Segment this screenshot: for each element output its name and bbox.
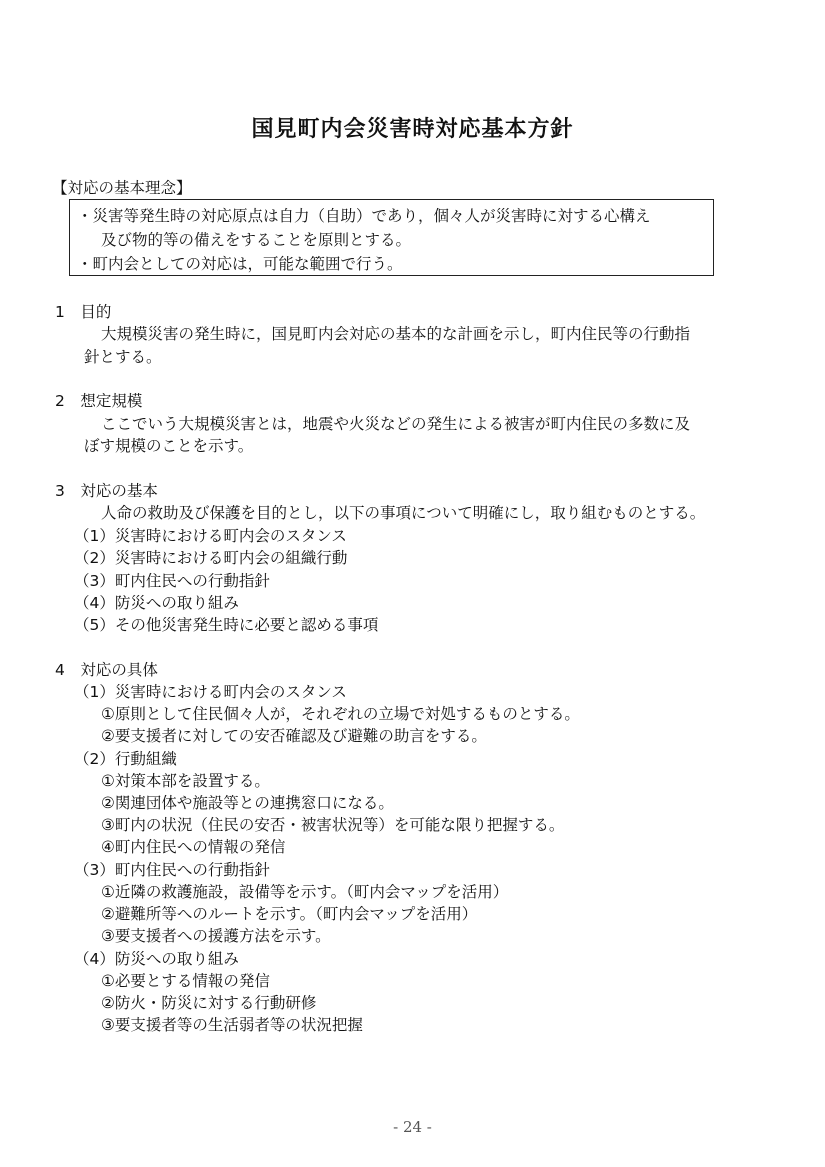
section-body: 人命の救助及び保護を目的とし，以下の事項について明確にし，取り組むものとする。	[101, 504, 706, 522]
list-item: （4）防災への取り組み	[74, 594, 239, 612]
list-item: ①対策本部を設置する。	[101, 772, 270, 790]
principle-line: 及び物的等の備えをすることを原則とする。	[101, 231, 412, 249]
list-item: （2）災害時における町内会の組織行動	[74, 549, 348, 567]
list-item: ①原則として住民個々人が，それぞれの立場で対処するものとする。	[101, 705, 580, 723]
section-body: 針とする。	[84, 348, 162, 366]
list-item: ③町内の状況（住民の安否・被害状況等）を可能な限り把握する。	[101, 816, 565, 834]
principle-line: ・災害等発生時の対応原点は自力（自助）であり，個々人が災害時に対する心構え	[77, 207, 651, 225]
list-item: ④町内住民への情報の発信	[101, 838, 286, 856]
list-item: ②要支援者に対しての安否確認及び避難の助言をする。	[101, 727, 487, 745]
group-label: （3）町内住民への行動指針	[74, 861, 270, 879]
page-number: - 24 -	[393, 1118, 432, 1136]
group-label: （4）防災への取り組み	[74, 950, 239, 968]
list-item: ②防火・防災に対する行動研修	[101, 994, 317, 1012]
section-heading: 2 想定規模	[55, 392, 143, 410]
list-item: ②避難所等へのルートを示す。（町内会マップを活用）	[101, 905, 478, 923]
principle-line: ・町内会としての対応は，可能な範囲で行う。	[77, 255, 403, 273]
list-item: ②関連団体や施設等との連携窓口になる。	[101, 794, 394, 812]
principle-heading: 【対応の基本理念】	[52, 179, 192, 197]
section-heading: 1 目的	[55, 303, 112, 321]
section-body: ぼす規模のことを示す。	[84, 437, 254, 455]
section-heading: 3 対応の基本	[55, 482, 158, 500]
section-heading: 4 対応の具体	[55, 661, 158, 679]
list-item: ①必要とする情報の発信	[101, 972, 270, 990]
list-item: （3）町内住民への行動指針	[74, 572, 270, 590]
section-body: 大規模災害の発生時に，国見町内会対応の基本的な計画を示し，町内住民等の行動指	[101, 325, 691, 343]
list-item: （1）災害時における町内会のスタンス	[74, 527, 347, 545]
list-item: （5）その他災害発生時に必要と認める事項	[74, 616, 379, 634]
page-title: 国見町内会災害時対応基本方針	[251, 117, 574, 142]
list-item: ③要支援者等の生活弱者等の状況把握	[101, 1016, 363, 1034]
list-item: ③要支援者への援護方法を示す。	[101, 927, 331, 945]
group-label: （1）災害時における町内会のスタンス	[74, 683, 347, 701]
section-body: ここでいう大規模災害とは，地震や火災などの発生による被害が町内住民の多数に及	[101, 415, 691, 433]
list-item: ①近隣の救護施設，設備等を示す。（町内会マップを活用）	[101, 883, 509, 901]
group-label: （2）行動組織	[74, 750, 177, 768]
